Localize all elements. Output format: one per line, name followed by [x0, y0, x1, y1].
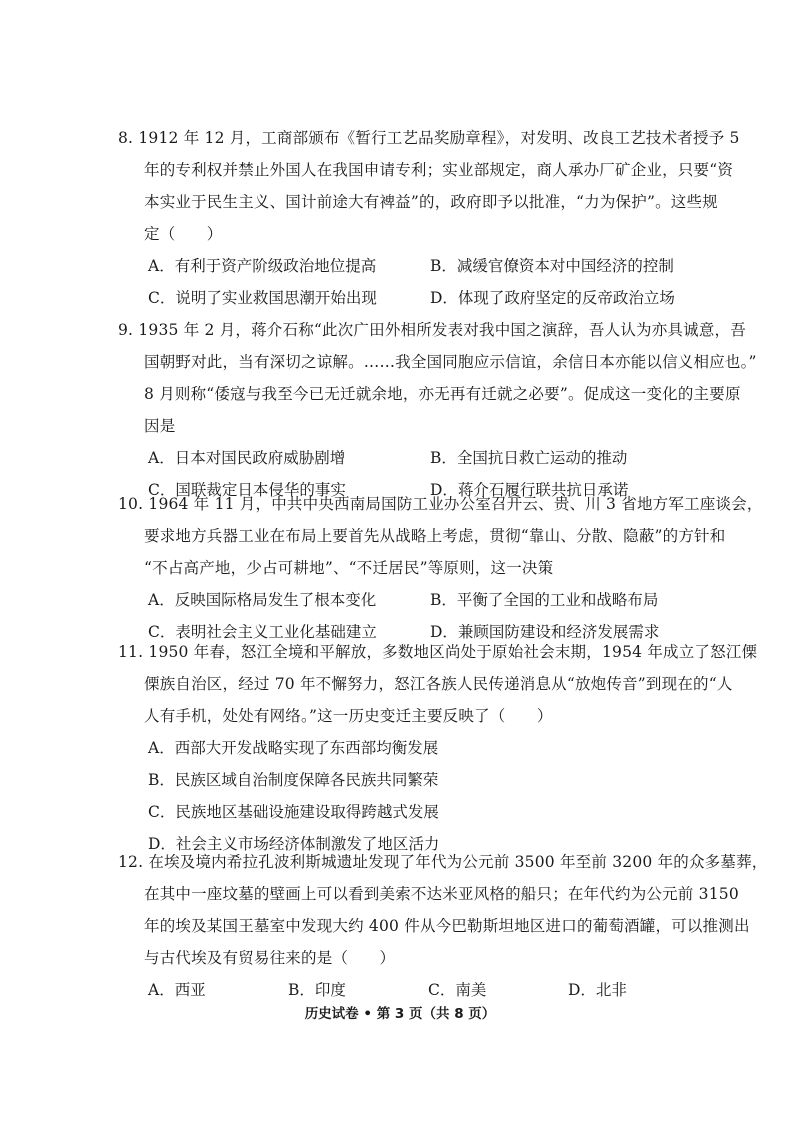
- question-10: [118, 488, 763, 648]
- question-10-stem-line-1: 10. 1964 年 11 月，中共中央西南局国防工业办公室召开云、贵、川 3 省地方军工座谈会，: [118, 495, 763, 513]
- question-10-option-a[interactable]: A．反映国际格局发生了根本变化: [148, 591, 377, 609]
- page-footer: 历史试卷 • 第 3 页（共 8 页）: [304, 1006, 496, 1022]
- question-9-stem-line-2: 国朝野对此，当有深切之谅解。……我全国同胞应示信谊，余信日本亦能以信义相应也。”: [144, 353, 757, 371]
- question-12-stem-line-1: 12. 在埃及境内希拉孔波利斯城遗址发现了年代为公元前 3500 年至前 3200 年的众多墓葬，: [118, 853, 768, 871]
- question-12-stem-line-4: 与古代埃及有贸易往来的是（ ）: [144, 949, 396, 967]
- question-10-options-row-1: [118, 584, 718, 616]
- question-9-options-row-1: [118, 442, 718, 474]
- question-12-option-a[interactable]: A．西亚: [148, 981, 206, 999]
- question-11-option-a[interactable]: A．西部大开发战略实现了东西部均衡发展: [148, 739, 439, 757]
- question-10-option-d[interactable]: D．兼顾国防建设和经济发展需求: [430, 623, 660, 641]
- question-8-stem-line-2: 年的专利权并禁止外国人在我国申请专利；实业部规定，商人承办厂矿企业，只要“资: [144, 161, 734, 179]
- question-11-option-d[interactable]: D．社会主义市场经济体制激发了地区活力: [148, 835, 440, 853]
- question-11-stem-line-1: 11. 1950 年春，怒江全境和平解放，多数地区尚处于原始社会末期，1954 年成立了怒江傈: [118, 643, 758, 661]
- question-9-stem-line-3: 8 月则称“倭寇与我至今已无迁就余地，亦无再有迁就之必要”。促成这一变化的主要原: [144, 385, 741, 403]
- question-10-stem-line-2: 要求地方兵器工业在布局上要首先从战略上考虑，贯彻“靠山、分散、隐蔽”的方针和: [144, 527, 726, 545]
- question-9-option-b[interactable]: B．全国抗日救亡运动的推动: [430, 449, 628, 467]
- question-12-stem-line-2: 在其中一座坟墓的壁画上可以看到美索不达米亚风格的船只；在年代约为公元前 3150: [144, 885, 739, 903]
- question-8-option-d[interactable]: D．体现了政府坚定的反帝政治立场: [430, 289, 675, 307]
- question-11-stem-line-3: 人有手机，处处有网络。”这一历史变迁主要反映了（ ）: [144, 707, 553, 725]
- question-11-stem-line-2: 傈族自治区，经过 70 年不懈努力，怒江各族人民传递消息从“放炮传音”到现在的“人: [144, 675, 733, 693]
- question-9-stem-line-4: 因是: [144, 417, 176, 435]
- question-10-option-b[interactable]: B．平衡了全国的工业和战略布局: [430, 591, 659, 609]
- question-8-stem-line-1: 8. 1912 年 12 月，工商部颁布《暂行工艺品奖励章程》，对发明、改良工艺技术者授予 5: [118, 129, 740, 147]
- question-9: [118, 314, 757, 506]
- question-8-option-a[interactable]: A．有利于资产阶级政治地位提高: [148, 257, 377, 275]
- question-12-option-b[interactable]: B．印度: [288, 981, 346, 999]
- question-8-option-c[interactable]: C．说明了实业救国思潮开始出现: [148, 289, 377, 307]
- question-10-option-c[interactable]: C．表明社会主义工业化基础建立: [148, 623, 377, 641]
- question-9-option-a[interactable]: A．日本对国民政府威胁剧增: [148, 449, 346, 467]
- question-9-stem-line-1: 9. 1935 年 2 月，蒋介石称“此次广田外相所发表对我中国之演辞，吾人认为亦具诚意，吾: [118, 321, 746, 339]
- question-9-option-c[interactable]: C．国联裁定日本侵华的事实: [148, 481, 346, 499]
- question-12-stem-line-3: 年的埃及某国王墓室中发现大约 400 件从今巴勒斯坦地区进口的葡萄酒罐，可以推测出: [144, 917, 750, 935]
- question-8-option-b[interactable]: B．减缓官僚资本对中国经济的控制: [430, 257, 674, 275]
- question-8-stem-line-4: 定（ ）: [144, 225, 223, 243]
- question-12-option-d[interactable]: D．北非: [568, 981, 627, 999]
- question-11: [118, 636, 758, 860]
- question-9-option-d[interactable]: D．蒋介石履行联共抗日承诺: [430, 481, 629, 499]
- question-8-options-row-1: [118, 250, 718, 282]
- question-11-option-c[interactable]: C．民族地区基础设施建设取得跨越式发展: [148, 803, 439, 821]
- question-12-option-c[interactable]: C．南美: [428, 981, 487, 999]
- question-11-option-b[interactable]: B．民族区域自治制度保障各民族共同繁荣: [148, 771, 439, 789]
- question-8-options-row-2: [118, 282, 718, 314]
- question-10-stem-line-3: “不占高产地，少占可耕地”、“不迁居民”等原则，这一决策: [144, 559, 554, 577]
- question-8-stem-line-3: 本实业于民生主义、国计前途大有裨益”的，政府即予以批准，“力为保护”。这些规: [144, 193, 718, 211]
- question-8: [118, 122, 740, 314]
- question-12: [118, 846, 768, 1006]
